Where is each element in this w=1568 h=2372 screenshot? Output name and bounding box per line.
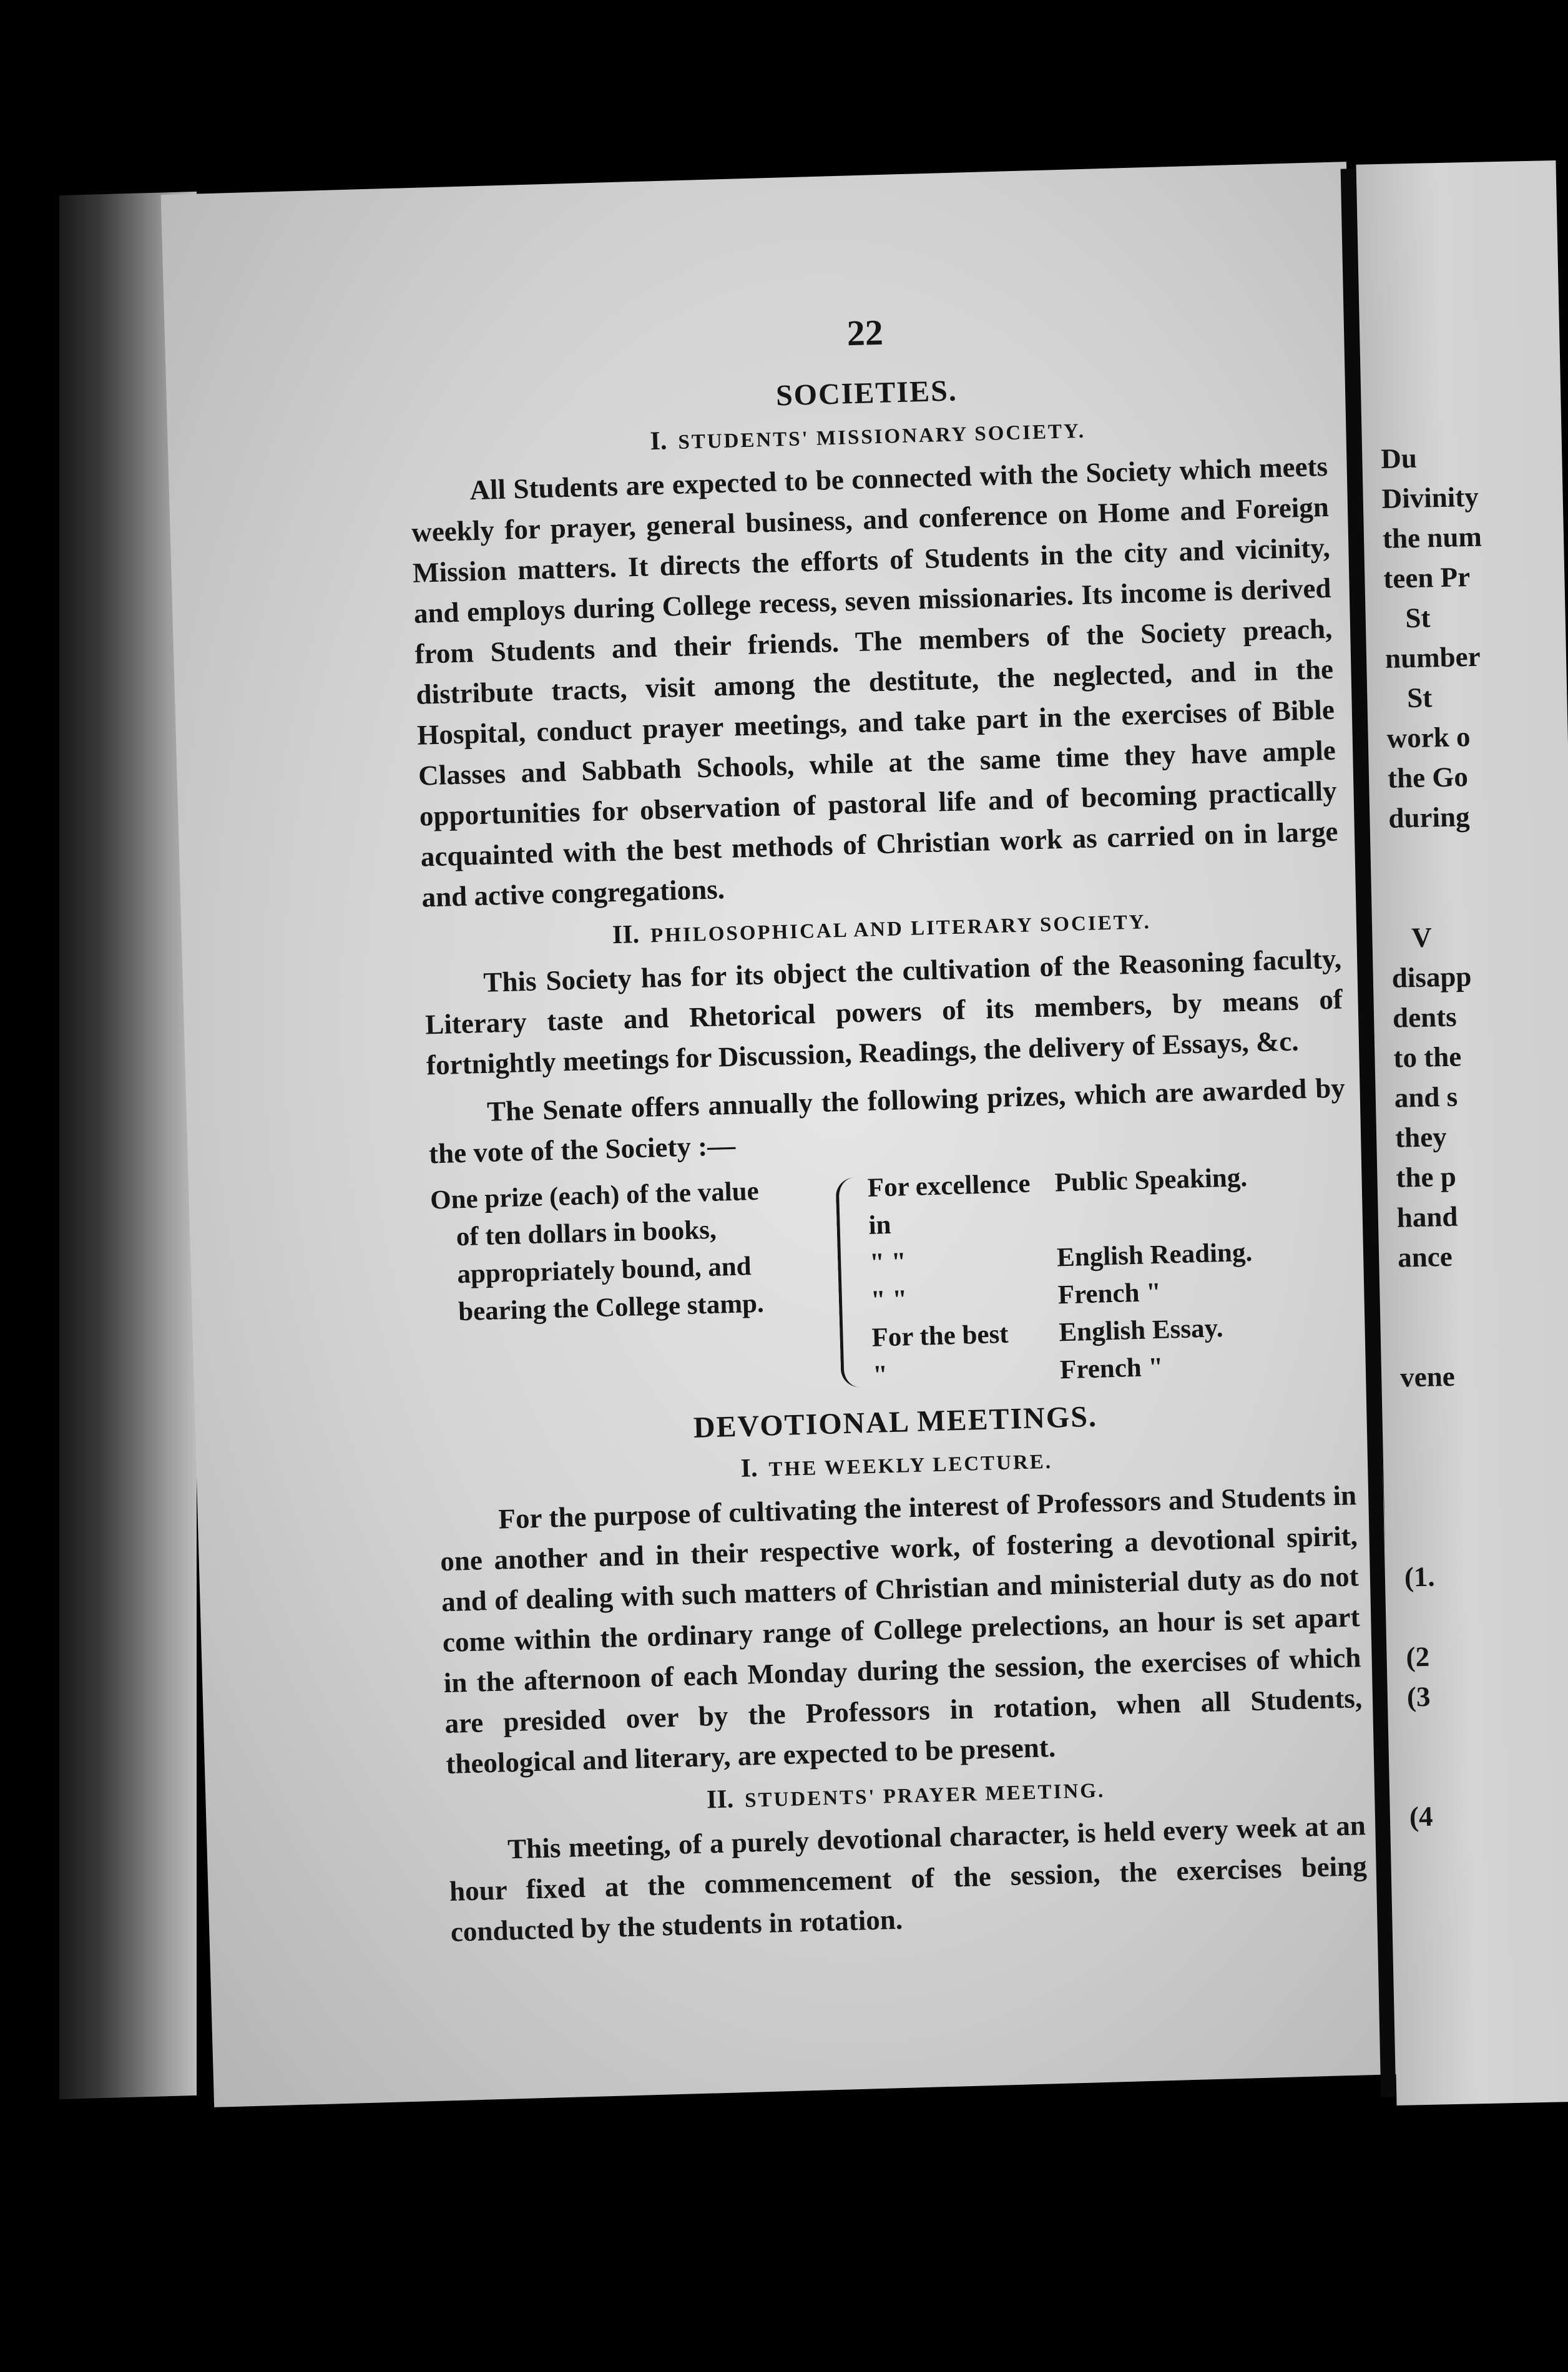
missionary-title: STUDENTS' MISSIONARY SOCIETY. — [677, 419, 1086, 454]
prayer-numeral: II. — [706, 1785, 734, 1815]
prize-description — [429, 1170, 841, 1406]
page-number: 22 — [846, 311, 884, 354]
philosophical-numeral: II. — [612, 919, 640, 950]
prize-label: " — [872, 1360, 888, 1390]
prayer-title: STUDENTS' PRAYER MEETING. — [744, 1779, 1105, 1812]
prize-label: For excellence in — [867, 1169, 1031, 1240]
philosophical-title: PHILOSOPHICAL AND LITERARY SOCIETY. — [650, 911, 1152, 948]
senate-paragraph: The Senate offers annually the following prizes, which are awarded by the vote of the Society :— — [428, 1072, 1346, 1170]
lecture-title: THE WEEKLY LECTURE. — [768, 1450, 1053, 1481]
prize-desc-line: bearing the College stamp. — [458, 1288, 765, 1327]
prize-desc-line: appropriately bound, and — [456, 1252, 752, 1290]
missionary-paragraph: All Students are expected to be connected with the Society which meets weekly for prayer, general business, and conference on Home and Foreign Mission matters. It directs the efforts of Students in the city and vicinity, and employs during College recess, seven missionaries. Its income is derived from Students and their friends. The members of the Society preach, distribute tracts, visit among the destitute, the neglected, and in the Hospital, conduct prayer meetings, and take part in the exercises of Bible Classes and Sabbath Schools, while at the same time they have ample opportunities for observation of pastoral life and of becoming practically acquainted with the best methods of Christian work as carried on in large and active congregations. — [411, 450, 1338, 913]
philosophical-paragraph: This Society has for its object the cultivation of the Reasoning faculty, Literary taste and Rhetorical powers of its members, by means of fortnightly meetings for Discussion, Readings, the delivery of Essays, &c. — [424, 943, 1343, 1081]
lecture-numeral: I. — [740, 1453, 758, 1483]
lecture-paragraph: For the purpose of cultivating the interest of Professors and Students in one another and in their respective work, of fostering a devotional spirit, and of dealing with such matters of Christian and ministerial duty as do not come within the ordinary range of College prelections, an hour is set apart in the afternoon of each Monday during the session, the exercises of which are presided over by the Professors in rotation, when all Students, theological and literary, are expected to be present. — [439, 1479, 1363, 1780]
page-content — [406, 299, 1369, 1960]
prize-item — [867, 1156, 1349, 1244]
prize-value: English Essay. — [1058, 1313, 1223, 1348]
prize-value: Public Speaking. — [1054, 1162, 1248, 1198]
brace — [835, 1177, 865, 1388]
societies-heading: SOCIETIES. — [775, 374, 958, 413]
prize-list — [429, 1156, 1353, 1406]
prize-items — [867, 1156, 1353, 1394]
prize-value: French " — [1059, 1352, 1164, 1385]
prize-value: French " — [1057, 1277, 1162, 1310]
prize-label: For the best — [871, 1319, 1009, 1353]
prize-desc-line: One prize (each) of the value — [429, 1176, 760, 1215]
missionary-numeral: I. — [649, 426, 668, 456]
prize-label: " " — [870, 1285, 908, 1315]
devotional-heading: DEVOTIONAL MEETINGS. — [693, 1399, 1098, 1444]
prize-value: English Reading. — [1056, 1237, 1253, 1273]
prize-label: " " — [869, 1247, 907, 1278]
prize-desc-line: of ten dollars in books, — [456, 1215, 717, 1252]
prayer-paragraph: This meeting, of a purely devotional character, is held every week at an hour fixed at the commencement of the session, the exercises being conducted by the students in rotation. — [449, 1810, 1368, 1948]
facing-page-text: Du Divinity the num teen Pr St number St work o the Go during V disapp dents to the and s they the p hand ance vene (1. (2 (3 (4 — [1380, 442, 1482, 1833]
